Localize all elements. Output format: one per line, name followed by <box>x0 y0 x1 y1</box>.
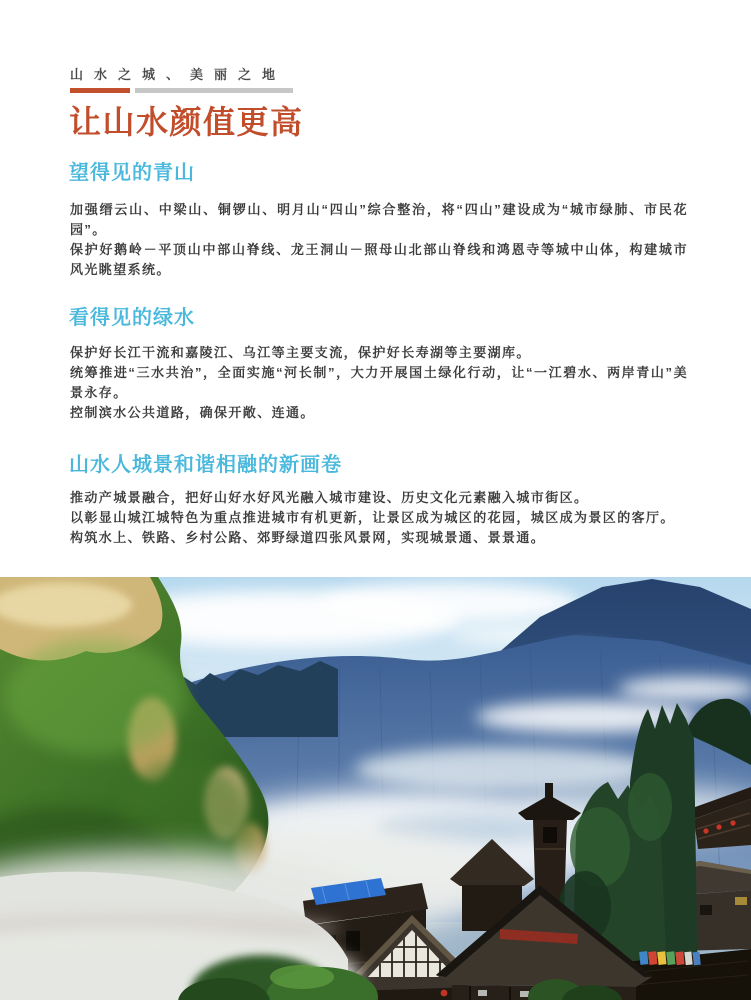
section-body-new-scroll <box>70 488 688 548</box>
kicker-text: 山水之城、美丽之地 <box>70 67 287 82</box>
paragraph: 构筑水上、铁路、乡村公路、郊野绿道四张风景网，实现城景通、景景通。 <box>70 530 546 545</box>
paragraph: 保护好长江干流和嘉陵江、乌江等主要支流，保护好长寿湖等主要湖库。 <box>70 345 531 360</box>
landscape-photo <box>0 577 751 1000</box>
paragraph: 推动产城景融合，把好山好水好风光融入城市建设、历史文化元素融入城市街区。 <box>70 490 589 505</box>
paragraph: 控制滨水公共道路，确保开敞、连通。 <box>70 405 315 420</box>
section-heading-green-waters: 看得见的绿水 <box>69 307 195 329</box>
title-divider-track <box>135 88 293 93</box>
page-title: 让山水颜值更高 <box>69 104 304 140</box>
paragraph: 以彰显山城江城特色为重点推进城市有机更新，让景区成为城区的花园，城区成为景区的客厅。 <box>70 510 675 525</box>
paragraph: 保护好鹅岭－平顶山中部山脊线、龙王洞山－照母山北部山脊线和鸿恩寺等城中山体，构建城市风光眺望系统。 <box>70 242 688 277</box>
section-heading-green-mountains: 望得见的青山 <box>69 162 195 184</box>
paragraph: 统筹推进“三水共治”，全面实施“河长制”，大力开展国土绿化行动，让“一江碧水、两岸青山”美景永存。 <box>70 365 688 400</box>
paragraph: 加强缙云山、中梁山、铜锣山、明月山“四山”综合整治，将“四山”建设成为“城市绿肺、市民花园”。 <box>70 202 688 237</box>
section-body-green-waters <box>70 343 688 423</box>
title-divider-accent <box>70 88 130 93</box>
section-heading-new-scroll: 山水人城景和谐相融的新画卷 <box>69 454 342 476</box>
title-divider <box>70 88 370 93</box>
section-body-green-mountains <box>70 200 688 280</box>
gorge-village-illustration <box>0 577 751 1000</box>
